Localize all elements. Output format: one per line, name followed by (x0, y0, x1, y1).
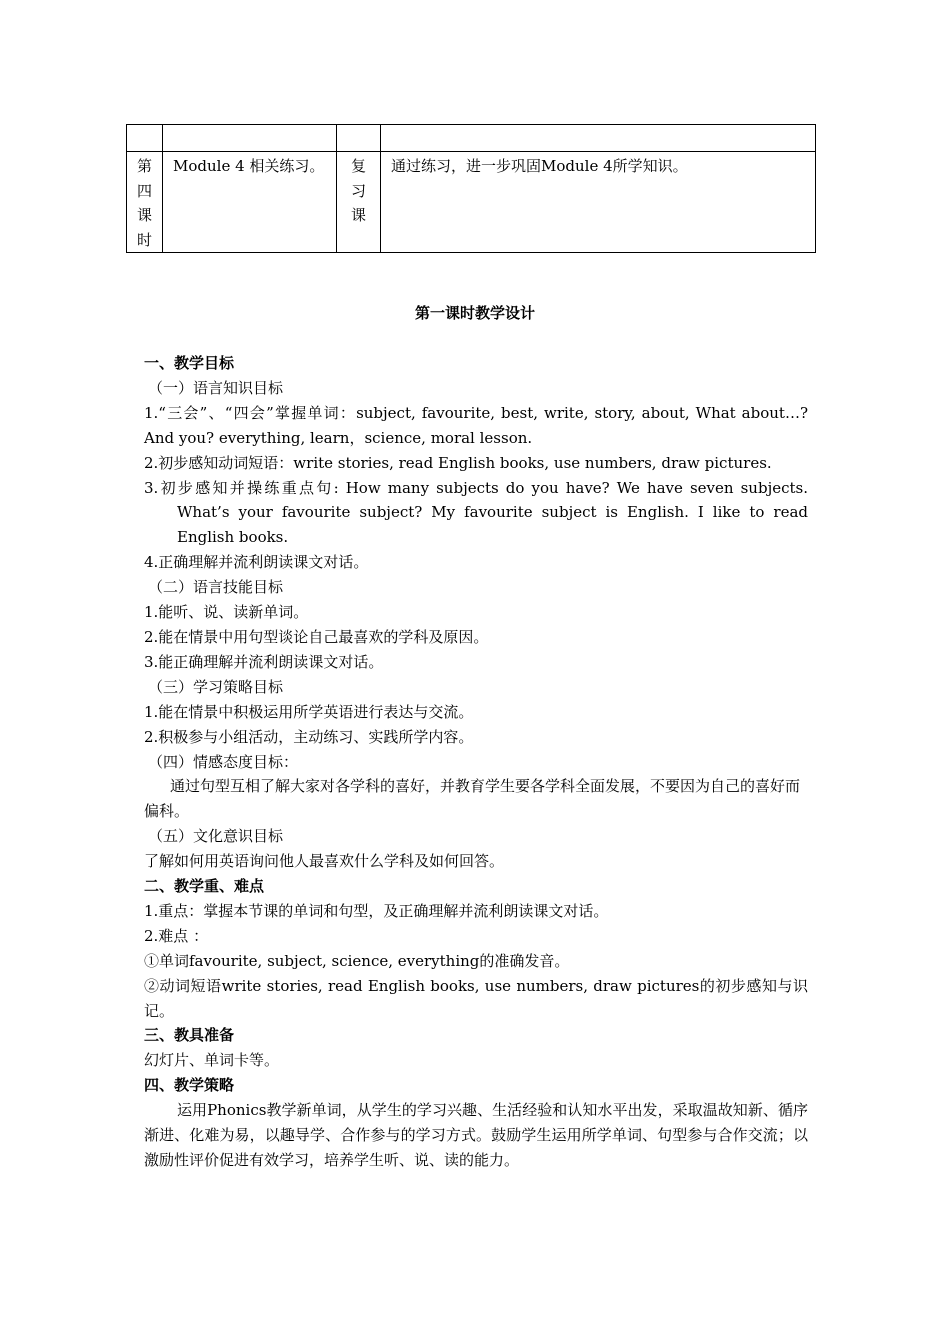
subsection-heading: （三）学习策略目标 (148, 677, 284, 696)
goal-cell: 通过练习，进一步巩固Module 4所学知识。 (381, 152, 816, 253)
lesson-cell: 第四课时 (127, 152, 163, 253)
section-heading: 二、教学重、难点 (144, 877, 265, 896)
paragraph: 2.初步感知动词短语：write stories, read English books, use numbers, draw pictures. (144, 453, 772, 472)
paragraph: 2.能在情景中用句型谈论自己最喜欢的学科及原因。 (144, 627, 489, 646)
paragraph: 3.初步感知并操练重点句: How many subjects do you have? We have seven subjects. What’s your favourite subject? My favourite subject is English. I like to read English books. (144, 478, 808, 547)
content-cell: Module 4 相关练习。 (163, 152, 337, 253)
paragraph: 运用Phonics教学新单词，从学生的学习兴趣、生活经验和认知水平出发，采取温故知新、循序渐进、化难为易，以趣导学、合作参与的学习方式。鼓励学生运用所学单词、句型参与合作交流；以激励性评价促进有效学习，培养学生听、说、读的能力。 (144, 1101, 808, 1169)
paragraph: 通过句型互相了解大家对各学科的喜好，并教育学生要各学科全面发展，不要因为自己的喜好而偏科。 (144, 777, 801, 821)
subsection-heading: （五）文化意识目标 (148, 827, 284, 846)
subsection-heading: （四）情感态度目标： (148, 752, 299, 771)
table-row (127, 152, 816, 253)
lesson-cell (127, 125, 163, 152)
paragraph: 1.“三会”、“四会”掌握单词：subject, favourite, best, write, story, about, What about…? And you? everything, learn，science, moral lesson. (144, 403, 808, 447)
paragraph: 1.重点：掌握本节课的单词和句型，及正确理解并流利朗读课文对话。 (144, 901, 609, 920)
table-row (127, 125, 816, 152)
paragraph: ②动词短语write stories, read English books, use numbers, draw pictures的初步感知与识记。 (144, 976, 808, 1020)
goal-cell (381, 125, 816, 152)
subsection-heading: （一）语言知识目标 (148, 378, 284, 397)
paragraph: 了解如何用英语询问他人最喜欢什么学科及如何回答。 (144, 852, 505, 871)
type-cell: 复习课 (337, 152, 381, 253)
section-heading: 三、教具准备 (144, 1026, 235, 1045)
type-cell (337, 125, 381, 152)
document-body (144, 351, 808, 1173)
paragraph: ①单词favourite, subject, science, everything的准确发音。 (144, 951, 570, 970)
page-title: 第一课时教学设计 (414, 304, 535, 322)
lesson-plan-table (126, 124, 816, 253)
paragraph: 2.积极参与小组活动，主动练习、实践所学内容。 (144, 727, 474, 746)
paragraph: 1.能听、说、读新单词。 (144, 603, 309, 622)
subsection-heading: （二）语言技能目标 (148, 578, 284, 597)
section-heading: 四、教学策略 (144, 1076, 235, 1095)
paragraph: 2.难点 ： (144, 926, 209, 945)
paragraph: 1.能在情景中积极运用所学英语进行表达与交流。 (144, 702, 474, 721)
section-heading: 一、教学目标 (144, 354, 235, 372)
paragraph: 4.正确理解并流利朗读课文对话。 (144, 553, 369, 572)
paragraph: 3.能正确理解并流利朗读课文对话。 (144, 652, 384, 671)
content-cell (163, 125, 337, 152)
paragraph: 幻灯片、单词卡等。 (144, 1051, 280, 1070)
